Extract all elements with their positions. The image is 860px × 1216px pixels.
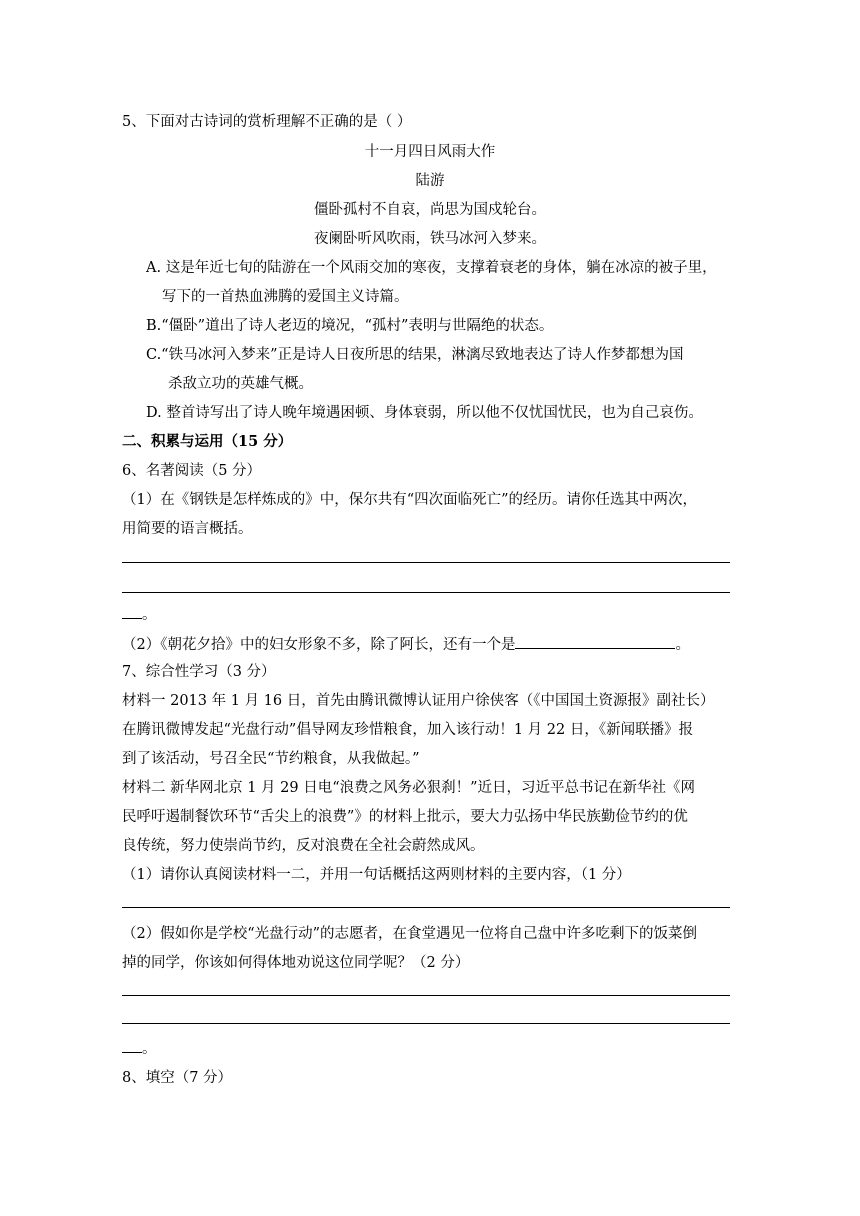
poem-title: 十一月四日风雨大作 — [364, 144, 496, 160]
q7-material-2-line-3: 良传统，努力使崇尚节约，反对浪费在全社会蔚然成风。 — [122, 838, 485, 854]
q6-sub2-end: 。 — [675, 637, 690, 653]
q7-material-1-line-3: 到了该活动，号召全民“节约粮食，从我做起。” — [122, 751, 420, 767]
q6-answer-line-1 — [122, 562, 730, 563]
q6-short-blank — [122, 604, 142, 619]
q7-sub2-line-2: 掉的同学，你该如何得体地劝说这位同学呢？（2 分） — [122, 955, 470, 971]
poem-line-1: 僵卧孤村不自哀，尚思为国戍轮台。 — [314, 202, 546, 218]
q6-sub1-line-2: 用简要的语言概括。 — [122, 521, 253, 537]
q7-short-blank — [122, 1038, 142, 1053]
q5-option-a-line-2: 写下的一首热血沸腾的爱国主义诗篇。 — [162, 289, 409, 305]
q6-answer-end — [122, 604, 157, 625]
q7-answer-end — [122, 1038, 157, 1059]
q5-stem: 5、下面对古诗词的赏析理解不正确的是（ ） — [122, 114, 412, 130]
q5-option-c-line-2: 杀敌立功的英雄气概。 — [168, 376, 313, 392]
q7-end-mark: 。 — [142, 1041, 157, 1057]
q7-sub1: （1）请你认真阅读材料一二，并用一句话概括这两则材料的主要内容，（1 分） — [122, 867, 631, 883]
q7-sub2-answer-line-1 — [122, 995, 730, 996]
q5-option-d: D. 整首诗写出了诗人晚年境遇困顿、身体衰弱，所以他不仅忧国忧民，也为自己哀伤。 — [146, 405, 703, 421]
q7-material-1-line-2: 在腾讯微博发起“光盘行动”倡导网友珍惜粮食，加入该行动！1 月 22 日，《新闻联播》报 — [122, 722, 694, 738]
q6-sub2-text: （2）《朝花夕拾》中的妇女形象不多，除了阿长，还有一个是 — [122, 637, 516, 653]
q8-stem: 8、填空（7 分） — [122, 1070, 233, 1086]
q5-option-b: B.“僵卧”道出了诗人老迈的境况，“孤村”表明与世隔绝的状态。 — [146, 318, 554, 334]
q6-answer-line-2 — [122, 592, 730, 593]
poem-author: 陆游 — [415, 173, 445, 189]
q6-end-mark: 。 — [142, 607, 157, 623]
q7-stem: 7、综合性学习（3 分） — [122, 664, 276, 680]
q7-sub2-line-1: （2）假如你是学校“光盘行动”的志愿者，在食堂遇见一位将自己盘中许多吃剩下的饭菜倒 — [122, 926, 698, 942]
q7-sub2-answer-line-2 — [122, 1023, 730, 1024]
q7-material-2-line-2: 民呼吁遏制餐饮环节“舌尖上的浪费”》的材料上批示，要大力弘扬中华民族勤俭节约的优 — [122, 809, 688, 825]
q5-option-c-line-1: C.“铁马冰河入梦来”正是诗人日夜所思的结果，淋漓尽致地表达了诗人作梦都想为国 — [146, 347, 684, 363]
q5-option-a-line-1: A. 这是年近七旬的陆游在一个风雨交加的寒夜，支撑着衰老的身体，躺在冰凉的被子里， — [146, 260, 717, 276]
section-2-title: 二、积累与运用（15 分） — [122, 433, 293, 450]
q6-sub2 — [122, 634, 690, 655]
q7-material-1-line-1: 材料一 2013 年 1 月 16 日，首先由腾讯微博认证用户徐侠客（《中国国土资源报》副社长） — [122, 693, 715, 709]
q6-sub1-line-1: （1）在《钢铁是怎样炼成的》中，保尔共有“四次面临死亡”的经历。请你任选其中两次， — [122, 492, 698, 508]
q6-stem: 6、名著阅读（5 分） — [122, 463, 262, 479]
q6-sub2-blank — [515, 634, 675, 649]
q7-material-2-line-1: 材料二 新华网北京 1 月 29 日电“浪费之风务必狠刹！”近日，习近平总书记在新华社《网 — [122, 780, 696, 796]
poem-line-2: 夜阑卧听风吹雨，铁马冰河入梦来。 — [314, 231, 546, 247]
q7-sub1-answer-line — [122, 907, 730, 908]
